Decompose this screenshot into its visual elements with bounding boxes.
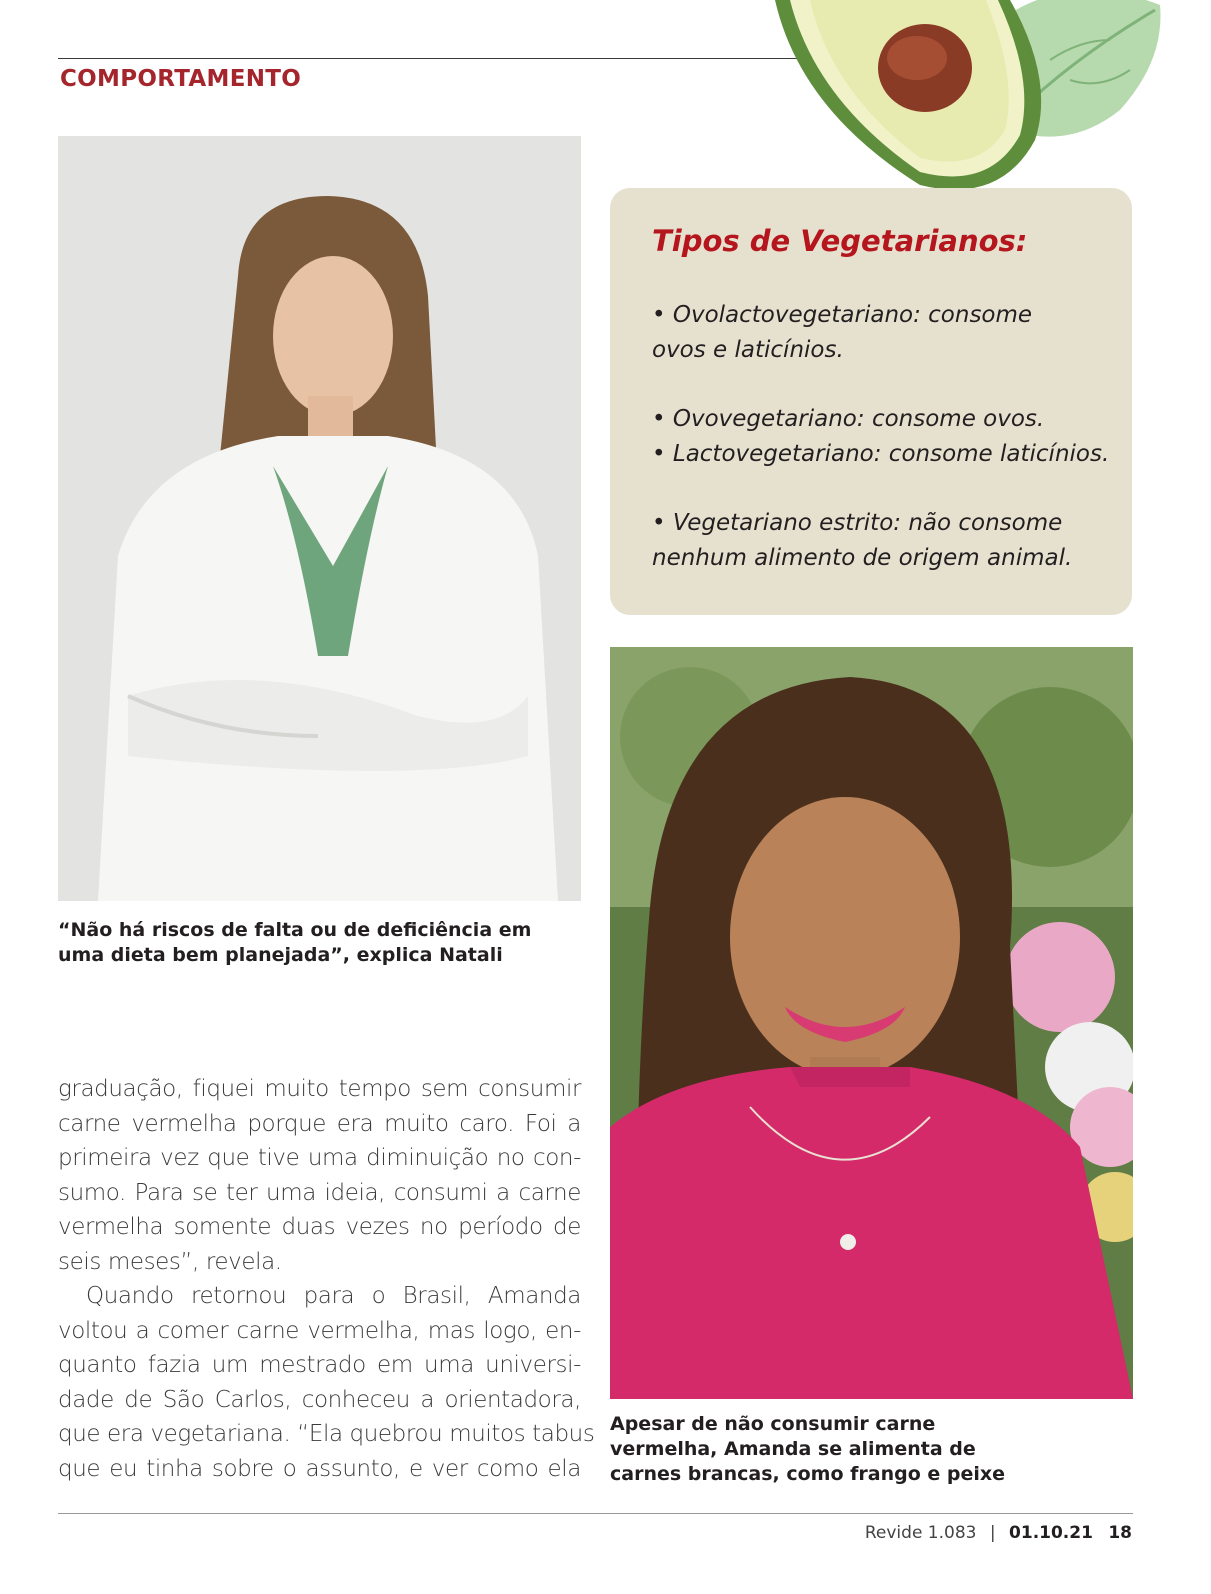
body-line: sumo. Para se ter uma ideia, consumi a carne: [58, 1179, 581, 1206]
photo-amanda: [610, 647, 1133, 1399]
box-item: nenhum alimento de origem animal.: [652, 545, 1073, 571]
natali-portrait-illustration: [58, 136, 581, 901]
footer-rule: [58, 1513, 1133, 1514]
header-rule: [58, 58, 828, 59]
caption-line: “Não há riscos de falta ou de deficiência em: [58, 919, 532, 941]
body-line: dade de São Carlos, conheceu a orientadora,: [58, 1386, 581, 1413]
box-item: • Lactovegetariano: consome laticínios.: [652, 441, 1110, 467]
caption-amanda: [610, 1412, 1130, 1487]
article-body: [58, 1072, 595, 1486]
caption-line: vermelha, Amanda se alimenta de: [610, 1438, 976, 1460]
body-line: primeira vez que tive uma diminuição no con-: [58, 1145, 581, 1171]
footer-publication: Revide 1.083: [864, 1523, 977, 1543]
body-line: graduação, fiquei muito tempo sem consumir: [58, 1076, 581, 1102]
box-item: • Vegetariano estrito: não consome: [652, 510, 1063, 536]
footer-separator: |: [989, 1523, 996, 1543]
caption-line: carnes brancas, como frango e peixe: [610, 1463, 1006, 1485]
page-number: 18: [1108, 1523, 1132, 1543]
box-items: [652, 298, 1122, 576]
body-line: que eu tinha sobre o assunto, e ver como ela: [58, 1455, 581, 1482]
footer-date: 01.10.21: [1009, 1523, 1093, 1543]
body-line: seis meses”, revela.: [58, 1248, 282, 1275]
box-item: ovos e laticínios.: [652, 337, 844, 363]
box-title: Tipos de Vegetarianos:: [652, 224, 1028, 258]
box-item: • Ovolactovegetariano: consome: [652, 302, 1033, 328]
avocado-illustration: [770, 0, 1170, 195]
body-line: quanto fazia um mestrado em uma universi-: [58, 1352, 581, 1378]
caption-natali: [58, 918, 578, 968]
body-line: que era vegetariana. “Ela quebrou muitos tabus: [58, 1421, 595, 1447]
page-footer: [865, 1523, 1132, 1543]
body-line: Quando retornou para o Brasil, Amanda: [86, 1283, 581, 1309]
caption-line: Apesar de não consumir carne: [610, 1413, 936, 1435]
section-label: COMPORTAMENTO: [60, 66, 302, 92]
body-line: voltou a comer carne vermelha, mas logo, en-: [58, 1317, 581, 1344]
box-item: • Ovovegetariano: consome ovos.: [652, 406, 1045, 432]
photo-natali: [58, 136, 581, 901]
vegetarian-types-box: [610, 188, 1132, 615]
caption-line: uma dieta bem planejada”, explica Natali: [58, 944, 503, 966]
amanda-portrait-illustration: [610, 647, 1133, 1399]
body-line: carne vermelha porque era muito caro. Foi a: [58, 1110, 581, 1137]
body-line: vermelha somente duas vezes no período de: [58, 1214, 581, 1240]
